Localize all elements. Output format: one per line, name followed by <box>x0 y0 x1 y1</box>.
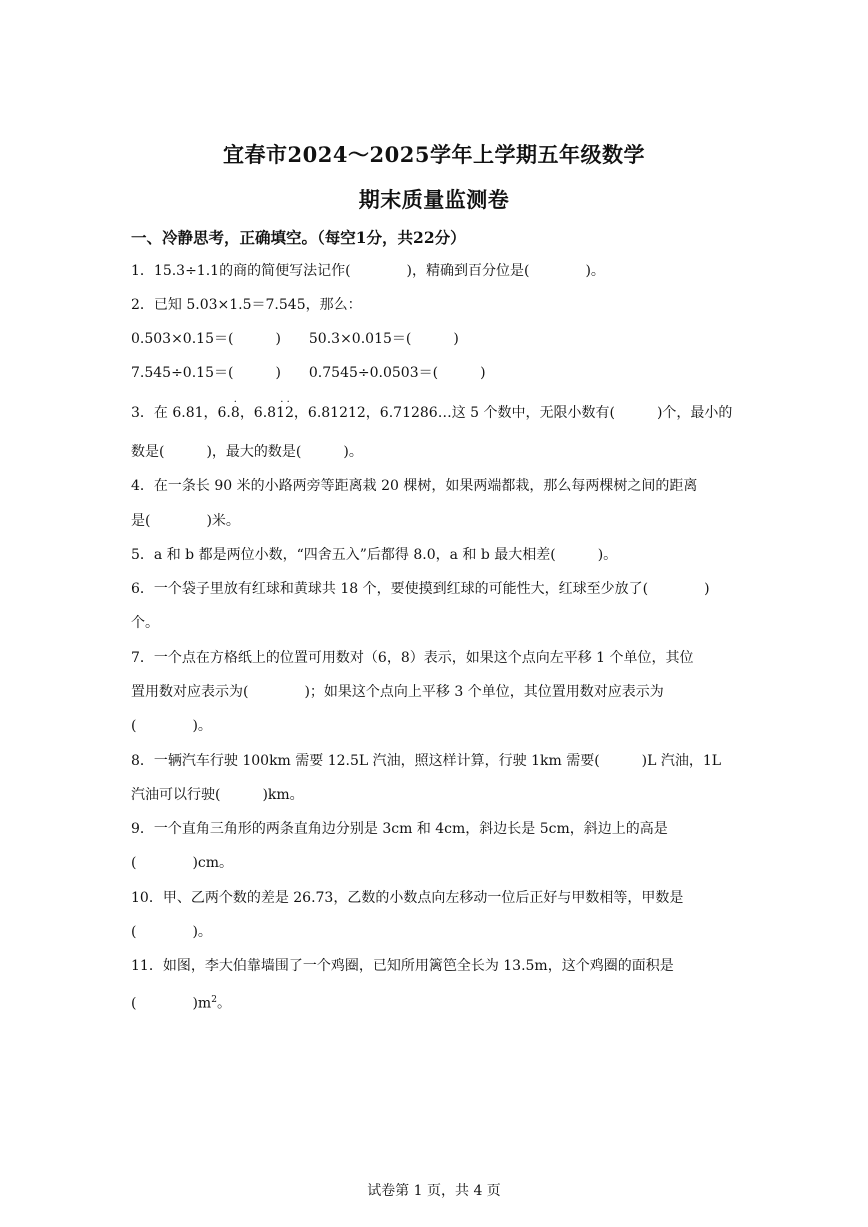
question-9: 9．一个直角三角形的两条直角边分别是 3cm 和 4cm，斜边长是 5cm，斜边上的高是 <box>131 821 668 837</box>
question-3-text-a: 3．在 6.81，6. <box>131 405 231 421</box>
question-5: 5．a 和 b 都是两位小数，“四舍五入”后都得 8.0，a 和 b 最大相差( )。 <box>131 547 618 563</box>
question-9-cont: ( )cm。 <box>131 855 234 871</box>
question-8-cont: 汽油可以行驶( )km。 <box>131 787 304 803</box>
question-7-cont: 置用数对应表示为( )；如果这个点向上平移 3 个单位，其位置用数对应表示为 <box>131 684 664 700</box>
question-3-text-c: ，6.81212，6.71286…这 5 个数中，无限小数有( )个，最小的 <box>293 405 733 421</box>
exam-title-line2: 期末质量监测卷 <box>358 187 510 212</box>
question-4-cont: 是( )米。 <box>131 513 240 529</box>
question-1: 1．15.3÷1.1的商的简便写法记作( )，精确到百分位是( )。 <box>131 263 605 279</box>
question-11: 11．如图，李大伯靠墙围了一个鸡圈，已知所用篱笆全长为 13.5m，这个鸡圈的面积是 <box>131 958 674 974</box>
question-2-part-a: 0.503×0.15＝( ) 50.3×0.015＝( ) <box>131 331 459 347</box>
question-6: 6．一个袋子里放有红球和黄球共 18 个，要使摸到红球的可能性大，红球至少放了( ) <box>131 581 710 597</box>
repeating-decimal-12: · · 12 <box>276 397 294 421</box>
question-7-cont2: ( )。 <box>131 718 212 734</box>
question-10: 10．甲、乙两个数的差是 26.73，乙数的小数点向左移动一位后正好与甲数相等，甲数是 <box>131 890 684 906</box>
question-8: 8．一辆汽车行驶 100km 需要 12.5L 汽油，照这样计算，行驶 1km 需要( )L 汽油，1L <box>131 753 722 769</box>
question-3-text-b: ，6.8 <box>239 405 277 421</box>
question-7: 7．一个点在方格纸上的位置可用数对（6，8）表示，如果这个点向左平移 1 个单位，其位 <box>131 650 694 666</box>
repeating-decimal-8: · 8 <box>230 397 240 421</box>
question-10-cont: ( )。 <box>131 924 212 940</box>
section-heading-fill-in: 一、冷静思考，正确填空。（每空1分，共22分） <box>131 228 466 247</box>
question-2-part-b: 7.545÷0.15＝( ) 0.7545÷0.0503＝( ) <box>131 365 486 381</box>
question-6-cont: 个。 <box>131 615 159 631</box>
question-3 <box>131 397 733 422</box>
question-3-cont: 数是( )，最大的数是( )。 <box>131 444 363 460</box>
question-11-cont: ( )$m^2$。 <box>131 995 231 1012</box>
exam-title-line1: 宜春市2024～2025学年上学期五年级数学 <box>223 142 645 167</box>
page-footer: 试卷第 1 页，共 4 页 <box>367 1183 501 1199</box>
question-2: 2．已知 5.03×1.5＝7.545，那么： <box>131 297 362 313</box>
question-4: 4．在一条长 90 米的小路两旁等距离栽 20 棵树，如果两端都栽，那么每两棵树之间的距离 <box>131 478 698 494</box>
